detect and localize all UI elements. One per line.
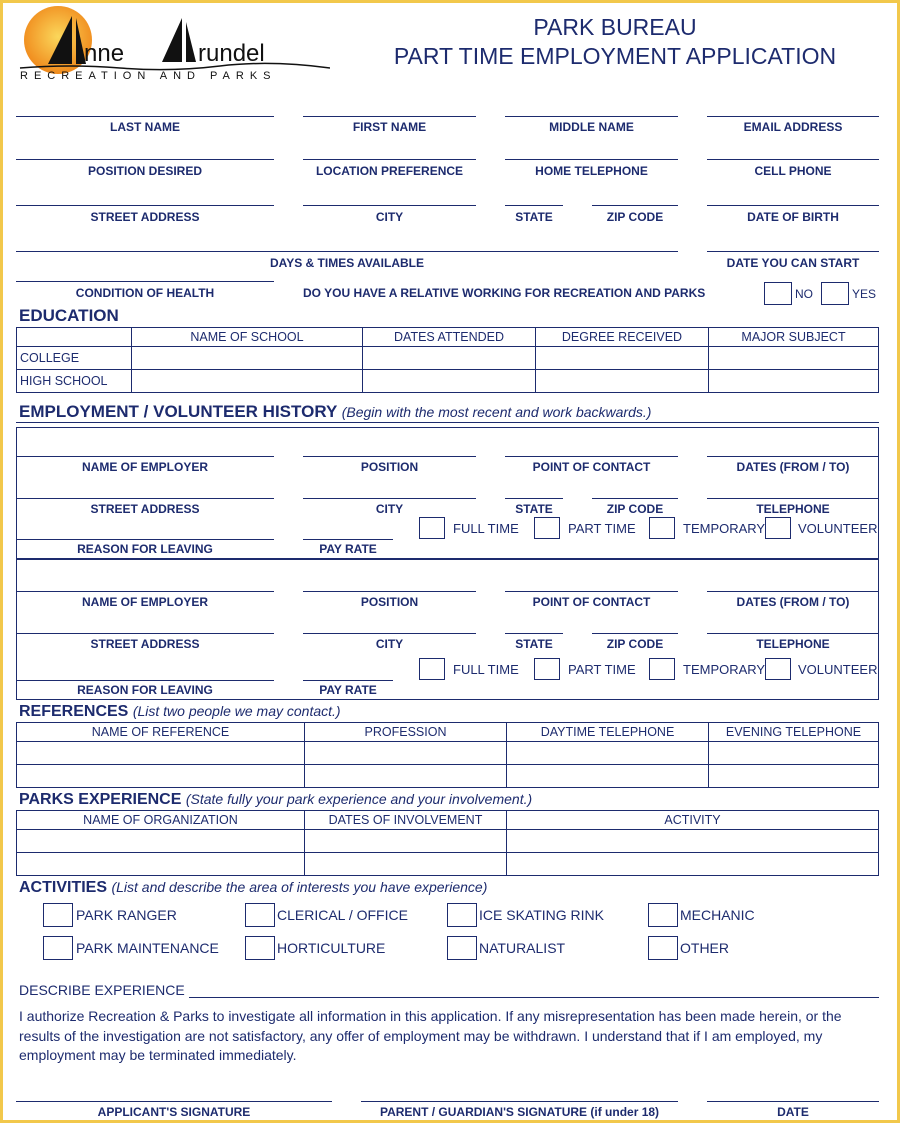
- emp-city-label: CITY: [375, 637, 404, 651]
- education-cell[interactable]: [132, 370, 363, 393]
- emp-zip-line[interactable]: [592, 498, 678, 499]
- temporary-label: TEMPORARY: [683, 521, 766, 536]
- relative-yes-label: YES: [852, 287, 877, 301]
- state-line[interactable]: [505, 205, 563, 206]
- references-cell[interactable]: [709, 765, 879, 788]
- contact-label: POINT OF CONTACT: [532, 595, 651, 609]
- education-cell[interactable]: [536, 370, 709, 393]
- logo-name-2: rundel: [198, 40, 265, 67]
- emp-state-line[interactable]: [505, 633, 563, 634]
- clerical-checkbox[interactable]: [245, 903, 275, 927]
- relative-no-label: NO: [795, 287, 813, 301]
- location-label: LOCATION PREFERENCE: [315, 164, 464, 178]
- parks-table: [16, 810, 879, 876]
- parks-cell[interactable]: [17, 853, 305, 876]
- other-label: OTHER: [680, 940, 729, 956]
- applicant-signature-label: APPLICANT'S SIGNATURE: [97, 1105, 251, 1119]
- emp-phone-label: TELEPHONE: [756, 502, 830, 516]
- horticulture-checkbox[interactable]: [245, 936, 275, 960]
- dates-line[interactable]: [707, 591, 879, 592]
- reason-line[interactable]: [16, 539, 274, 540]
- cell-label: CELL PHONE: [754, 164, 832, 178]
- state-label: STATE: [515, 210, 553, 224]
- parks-header: DATES OF INVOLVEMENT: [305, 811, 507, 830]
- street-line[interactable]: [16, 205, 274, 206]
- activities-title-text: ACTIVITIES: [19, 879, 108, 896]
- cell-line[interactable]: [707, 159, 879, 160]
- employer-label: NAME OF EMPLOYER: [81, 595, 208, 609]
- temporary-checkbox[interactable]: [649, 517, 675, 539]
- education-cell[interactable]: [709, 347, 879, 370]
- emp-phone-label: TELEPHONE: [756, 637, 830, 651]
- parks-header: NAME OF ORGANIZATION: [17, 811, 305, 830]
- emp-street-line[interactable]: [16, 498, 274, 499]
- street-label: STREET ADDRESS: [90, 210, 200, 224]
- position-line[interactable]: [303, 591, 476, 592]
- education-cell[interactable]: [363, 347, 536, 370]
- education-header: MAJOR SUBJECT: [709, 328, 879, 347]
- part-time-label: PART TIME: [568, 521, 636, 536]
- references-header: DAYTIME TELEPHONE: [507, 723, 709, 742]
- logo: [10, 4, 330, 86]
- volunteer-label: VOLUNTEER: [798, 662, 878, 677]
- volunteer-checkbox[interactable]: [765, 658, 791, 680]
- last-name-label: LAST NAME: [110, 120, 180, 134]
- education-header: DEGREE RECEIVED: [536, 328, 709, 347]
- full-time-label: FULL TIME: [453, 662, 519, 677]
- reason-line[interactable]: [16, 680, 274, 681]
- position-label: POSITION DESIRED: [87, 164, 203, 178]
- parks-title: [19, 791, 532, 809]
- middle-name-label: MIDDLE NAME: [549, 120, 634, 134]
- parks-title-text: PARKS EXPERIENCE: [19, 791, 182, 808]
- activities-title: [19, 879, 487, 897]
- pay-label: PAY RATE: [319, 542, 377, 556]
- employment-top-rule: [16, 422, 879, 423]
- authorization-text: I authorize Recreation & Parks to investigate all information in this application. If any misrepresentation has been made herein, or the results of the investigation are not satisfactory, any offer of employment may be withdrawn. I understand that if I am employed, my employment may be terminated immediately.: [19, 1008, 842, 1063]
- reason-label: REASON FOR LEAVING: [77, 683, 213, 697]
- part-time-checkbox[interactable]: [534, 658, 560, 680]
- parks-cell[interactable]: [507, 830, 879, 853]
- emp-state-label: STATE: [515, 637, 553, 651]
- describe-label: DESCRIBE EXPERIENCE: [19, 982, 185, 998]
- relative-yes-checkbox[interactable]: [821, 282, 849, 305]
- ice-skating-label: ICE SKATING RINK: [479, 907, 604, 923]
- education-corner: [17, 328, 132, 347]
- zip-label: ZIP CODE: [606, 210, 664, 224]
- dob-line[interactable]: [707, 205, 879, 206]
- references-title-text: REFERENCES: [19, 703, 129, 720]
- emp-state-label: STATE: [515, 502, 553, 516]
- volunteer-checkbox[interactable]: [765, 517, 791, 539]
- days-times-line[interactable]: [16, 251, 678, 252]
- part-time-label: PART TIME: [568, 662, 636, 677]
- references-header: NAME OF REFERENCE: [17, 723, 305, 742]
- emp-zip-label: ZIP CODE: [606, 637, 664, 651]
- parent-signature-line[interactable]: [361, 1101, 678, 1102]
- references-note: (List two people we may contact.): [132, 703, 341, 719]
- pay-line[interactable]: [303, 680, 393, 681]
- parks-cell[interactable]: [305, 830, 507, 853]
- employment-title: [19, 402, 651, 422]
- education-cell[interactable]: [132, 347, 363, 370]
- education-row-label: HIGH SCHOOL: [17, 370, 132, 393]
- references-cell[interactable]: [305, 765, 507, 788]
- employer-label: NAME OF EMPLOYER: [81, 460, 208, 474]
- emp-city-line[interactable]: [303, 633, 476, 634]
- part-time-checkbox[interactable]: [534, 517, 560, 539]
- relative-question: DO YOU HAVE A RELATIVE WORKING FOR RECREATION AND PARKS: [303, 286, 706, 300]
- date-label: DATE: [777, 1105, 809, 1119]
- education-cell[interactable]: [709, 370, 879, 393]
- dates-label: DATES (FROM / TO): [736, 595, 850, 609]
- employer-line[interactable]: [16, 591, 274, 592]
- naturalist-label: NATURALIST: [479, 940, 566, 956]
- other-checkbox[interactable]: [648, 936, 678, 960]
- home-tel-label: HOME TELEPHONE: [535, 164, 648, 178]
- relative-no-checkbox[interactable]: [764, 282, 792, 305]
- references-header: EVENING TELEPHONE: [709, 723, 879, 742]
- dob-label: DATE OF BIRTH: [747, 210, 839, 224]
- volunteer-label: VOLUNTEER: [798, 521, 878, 536]
- contact-label: POINT OF CONTACT: [532, 460, 651, 474]
- emp-city-label: CITY: [375, 502, 404, 516]
- emp-street-line[interactable]: [16, 633, 274, 634]
- employer-line[interactable]: [16, 456, 274, 457]
- location-line[interactable]: [303, 159, 476, 160]
- zip-line[interactable]: [592, 205, 678, 206]
- city-label: CITY: [375, 210, 404, 224]
- education-header: NAME OF SCHOOL: [132, 328, 363, 347]
- full-time-checkbox[interactable]: [419, 517, 445, 539]
- references-cell[interactable]: [507, 765, 709, 788]
- contact-line[interactable]: [505, 591, 678, 592]
- park-ranger-label: PARK RANGER: [76, 907, 177, 923]
- emp-zip-label: ZIP CODE: [606, 502, 664, 516]
- ice-skating-checkbox[interactable]: [447, 903, 477, 927]
- education-header: DATES ATTENDED: [363, 328, 536, 347]
- emp-state-line[interactable]: [505, 498, 563, 499]
- first-name-line[interactable]: [303, 116, 476, 117]
- emp-phone-line[interactable]: [707, 498, 879, 499]
- contact-line[interactable]: [505, 456, 678, 457]
- full-time-checkbox[interactable]: [419, 658, 445, 680]
- emp-street-label: STREET ADDRESS: [90, 502, 200, 516]
- email-label: EMAIL ADDRESS: [743, 120, 843, 134]
- last-name-line[interactable]: [16, 116, 274, 117]
- parks-header: ACTIVITY: [507, 811, 879, 830]
- employment-title-text: EMPLOYMENT / VOLUNTEER HISTORY: [19, 402, 337, 421]
- parks-cell[interactable]: [507, 853, 879, 876]
- dates-label: DATES (FROM / TO): [736, 460, 850, 474]
- temporary-checkbox[interactable]: [649, 658, 675, 680]
- full-time-label: FULL TIME: [453, 521, 519, 536]
- education-cell[interactable]: [363, 370, 536, 393]
- references-table: [16, 722, 879, 788]
- education-title: EDUCATION: [19, 306, 119, 325]
- park-maintenance-label: PARK MAINTENANCE: [76, 940, 219, 956]
- clerical-label: CLERICAL / OFFICE: [277, 907, 408, 923]
- employment-note: (Begin with the most recent and work backwards.): [341, 404, 652, 420]
- references-cell[interactable]: [507, 742, 709, 765]
- pay-line[interactable]: [303, 539, 393, 540]
- position-label: POSITION: [360, 595, 419, 609]
- mechanic-checkbox[interactable]: [648, 903, 678, 927]
- references-header: PROFESSION: [305, 723, 507, 742]
- parks-cell[interactable]: [305, 853, 507, 876]
- naturalist-checkbox[interactable]: [447, 936, 477, 960]
- date-line[interactable]: [707, 1101, 879, 1102]
- pay-label: PAY RATE: [319, 683, 377, 697]
- education-cell[interactable]: [536, 347, 709, 370]
- emp-phone-line[interactable]: [707, 633, 879, 634]
- references-cell[interactable]: [305, 742, 507, 765]
- applicant-signature-line[interactable]: [16, 1101, 332, 1102]
- title-2: PART TIME EMPLOYMENT APPLICATION: [393, 43, 837, 69]
- email-line[interactable]: [707, 116, 879, 117]
- start-date-label: DATE YOU CAN START: [726, 256, 860, 270]
- position-line[interactable]: [16, 159, 274, 160]
- references-cell[interactable]: [709, 742, 879, 765]
- activities-note: (List and describe the area of interests you have experience): [111, 879, 488, 895]
- parent-signature-label: PARENT / GUARDIAN'S SIGNATURE (if under 18): [379, 1105, 660, 1119]
- employment-block-2: [16, 559, 879, 700]
- days-times-label: DAYS & TIMES AVAILABLE: [269, 256, 424, 270]
- emp-zip-line[interactable]: [592, 633, 678, 634]
- home-tel-line[interactable]: [505, 159, 678, 160]
- reason-label: REASON FOR LEAVING: [77, 542, 213, 556]
- parks-cell[interactable]: [17, 830, 305, 853]
- logo-subtitle: RECREATION AND PARKS: [20, 70, 277, 82]
- health-line[interactable]: [16, 281, 274, 282]
- emp-street-label: STREET ADDRESS: [90, 637, 200, 651]
- education-table: [16, 327, 879, 393]
- logo-name-1: nne: [84, 40, 125, 67]
- position-label: POSITION: [360, 460, 419, 474]
- emp-city-line[interactable]: [303, 498, 476, 499]
- references-cell[interactable]: [17, 765, 305, 788]
- city-line[interactable]: [303, 205, 476, 206]
- temporary-label: TEMPORARY: [683, 662, 766, 677]
- start-date-line[interactable]: [707, 251, 879, 252]
- references-title: [19, 703, 341, 721]
- dates-line[interactable]: [707, 456, 879, 457]
- describe-line[interactable]: [189, 997, 879, 998]
- education-row-label: COLLEGE: [17, 347, 132, 370]
- first-name-label: FIRST NAME: [352, 120, 427, 134]
- title-1: PARK BUREAU: [533, 14, 697, 40]
- mechanic-label: MECHANIC: [680, 907, 755, 923]
- horticulture-label: HORTICULTURE: [277, 940, 386, 956]
- park-maintenance-checkbox[interactable]: [43, 936, 73, 960]
- park-ranger-checkbox[interactable]: [43, 903, 73, 927]
- references-cell[interactable]: [17, 742, 305, 765]
- health-label: CONDITION OF HEALTH: [75, 286, 215, 300]
- middle-name-line[interactable]: [505, 116, 678, 117]
- position-line[interactable]: [303, 456, 476, 457]
- parks-note: (State fully your park experience and your involvement.): [185, 791, 533, 807]
